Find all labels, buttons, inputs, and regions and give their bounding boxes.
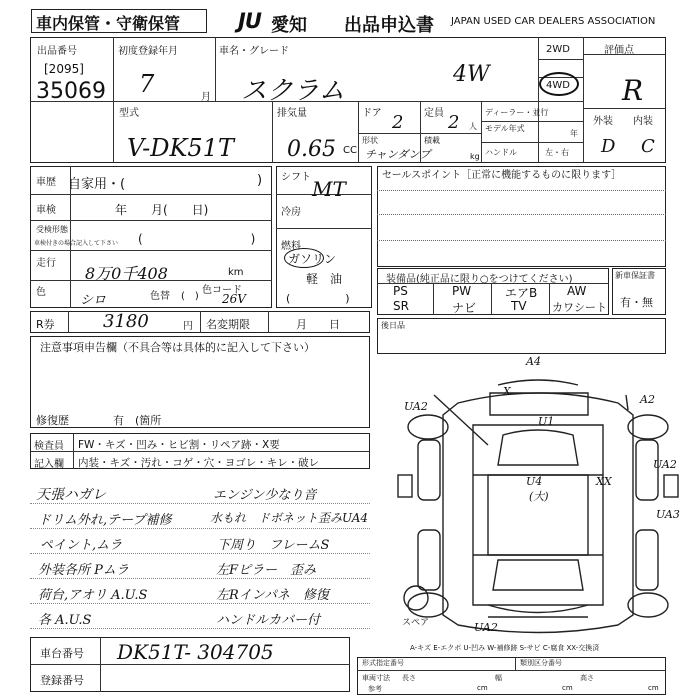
history-label: 車歴 xyxy=(36,177,56,188)
color-label: 色 xyxy=(36,287,46,298)
remark-right: 左Rインパネ 修復 xyxy=(216,588,329,603)
load-label: 積載 xyxy=(424,136,440,145)
remark-right: 下周り フレームS xyxy=(217,538,330,553)
remark-right: 左Fピラー 歪み xyxy=(216,563,317,578)
equipment-title: 装備品(純正品に限り○をつけてください) xyxy=(386,274,573,285)
fw-line: FW・キズ・凹み・ヒビ割・リペア跡・X要 xyxy=(78,439,280,451)
month-unit: 月 xyxy=(201,92,211,103)
fuel-other: ( ) xyxy=(286,292,350,305)
receiving-label: 受検形態 xyxy=(36,225,68,234)
damage-mark: UA2 xyxy=(653,458,677,471)
car-damage-diagram xyxy=(378,355,694,655)
drive-4wd-option[interactable]: 4WD xyxy=(546,80,570,91)
spare-label: スペア xyxy=(402,618,430,628)
color-value: シロ xyxy=(80,293,107,308)
damage-mark: (大) xyxy=(529,490,549,503)
repair-value: 有 (箇所 xyxy=(113,414,162,427)
kg-unit: kg xyxy=(470,152,480,161)
name-grade-label: 車名・グレード xyxy=(219,46,289,57)
remark-left: 天張ハガレ xyxy=(36,487,106,503)
dealer-parallel[interactable]: ディーラー・並行 xyxy=(485,108,549,117)
color-change-paren: ( ) xyxy=(181,291,199,302)
displacement-label: 排気量 xyxy=(277,108,307,119)
later-items-block xyxy=(377,318,666,354)
damage-mark: A2 xyxy=(640,393,655,406)
damage-mark: U4 xyxy=(526,475,543,488)
warranty-label: 新車保証書 xyxy=(615,271,655,280)
shift-label: シフト xyxy=(281,172,311,183)
evaluation-label: 評価点 xyxy=(604,45,634,56)
damage-mark: UA2 xyxy=(474,621,498,634)
equip-sr[interactable]: SR xyxy=(393,299,409,313)
drive-handwritten: 4W xyxy=(453,62,490,87)
damage-legend: A-キズ E-エクボ U-凹み W-補修跡 S-サビ C-腐食 XX-交換済 xyxy=(410,644,600,652)
warranty-options[interactable]: 有・無 xyxy=(620,296,653,309)
exterior-score: D xyxy=(601,136,616,157)
damage-mark: UA3 xyxy=(656,508,680,521)
size-label: 車両寸法 xyxy=(362,674,390,682)
evaluation-score: R xyxy=(622,74,644,107)
mileage-value: 8万0千408 xyxy=(85,264,168,283)
history-value: 自家用・( xyxy=(68,177,126,192)
remark-right: ハンドルカバー付 xyxy=(216,613,321,628)
interior-score: C xyxy=(641,136,655,157)
color-code-label: 色コード xyxy=(202,285,242,296)
displacement-value: 0.65 xyxy=(287,137,336,162)
notes-title: 注意事項申告欄（不具合等は具体的に記入して下さい） xyxy=(40,341,315,354)
equip-leather[interactable]: カワシート xyxy=(552,301,607,314)
remark-right: 水もれ ドボネット歪みUA4 xyxy=(210,511,369,525)
remark-left: 荷台,アオリ A.U.S xyxy=(38,588,148,603)
color-change-label: 色替 xyxy=(150,291,170,302)
cooler-label: 冷房 xyxy=(281,207,301,218)
first-reg-value: 7 xyxy=(139,70,155,98)
lot-number-label: 出品番号 xyxy=(37,46,77,57)
ref-label: 参考 xyxy=(368,685,382,693)
handle-lr[interactable]: 左・右 xyxy=(545,148,569,157)
cc-unit: CC xyxy=(343,145,357,156)
damage-mark: XX xyxy=(596,475,612,488)
model-label: 型式 xyxy=(119,108,139,119)
equip-navi[interactable]: ナビ xyxy=(452,301,477,315)
storage-title: 車内保管・守衛保管 xyxy=(36,14,181,33)
width-unit: cm xyxy=(562,684,573,692)
remark-left: 外装各所 Pムラ xyxy=(38,563,129,578)
model-designation-label: 形式指定番号 xyxy=(362,659,404,667)
remark-left: 各 A.U.S xyxy=(38,613,92,628)
equip-pw[interactable]: PW xyxy=(452,284,472,298)
damage-mark: U1 xyxy=(538,415,555,428)
drive-2wd-option[interactable]: 2WD xyxy=(546,44,570,55)
yen-unit: 円 xyxy=(183,321,193,332)
lot-small-number: [2095] xyxy=(44,62,84,76)
sales-point-block xyxy=(377,166,666,267)
fuel-label: 燃料 xyxy=(281,241,301,252)
equip-airbag[interactable]: エアB xyxy=(505,286,538,300)
length-unit: cm xyxy=(477,684,488,692)
fuel-diesel[interactable]: 軽 油 xyxy=(306,272,343,286)
capacity-label: 定員 xyxy=(424,108,444,119)
ju-logo: JU xyxy=(238,9,261,33)
later-items-label: 後日品 xyxy=(381,321,405,330)
name-change-label: 名変期限 xyxy=(206,318,250,331)
vehicle-name: スクラム xyxy=(241,76,345,106)
receiving-paren: ( ) xyxy=(138,232,256,246)
shape-label: 形状 xyxy=(362,136,378,145)
record-label: 記入欄 xyxy=(34,459,64,470)
remark-right: エンジン少なり音 xyxy=(213,488,317,503)
color-code-value: 26V xyxy=(222,292,246,306)
damage-mark: UA2 xyxy=(404,400,428,413)
equip-tv[interactable]: TV xyxy=(511,299,527,313)
model-year-label: モデル年式 xyxy=(485,124,525,133)
interior-label: 内装 xyxy=(633,116,653,127)
door-label: ドア xyxy=(362,108,382,119)
model-value: V-DK51T xyxy=(127,134,234,162)
form-title: 出品申込書 xyxy=(344,15,434,36)
exterior-label: 外装 xyxy=(593,116,613,127)
remark-left: ドリム外れ,テープ補修 xyxy=(38,513,172,528)
remark-left: ペイント,ムラ xyxy=(40,538,123,553)
height-unit: cm xyxy=(648,684,659,692)
remarks-area xyxy=(30,472,370,632)
repair-label: 修復歴 xyxy=(36,414,69,427)
mileage-label: 走行 xyxy=(36,258,56,269)
damage-mark: X xyxy=(503,385,511,398)
first-reg-label: 初度登録年月 xyxy=(118,46,178,57)
registration-label: 登録番号 xyxy=(40,674,84,687)
inspection-date: 年 月( 日) xyxy=(115,203,209,217)
receiving-note: 車検付きの場合記入して下さい xyxy=(34,240,119,247)
km-unit: km xyxy=(228,267,244,278)
chassis-label: 車台番号 xyxy=(40,647,84,660)
shape-value: チャンダンプ xyxy=(365,148,431,161)
capacity-value: 2 xyxy=(448,112,460,133)
equip-ps[interactable]: PS xyxy=(393,284,408,298)
inspector-label: 検査員 xyxy=(34,441,64,452)
year-unit: 年 xyxy=(570,129,578,138)
fuel-gasoline[interactable]: ガソリン xyxy=(288,252,337,266)
width-label: 幅 xyxy=(495,674,502,682)
name-change-date: 月 日 xyxy=(296,318,340,331)
recycle-value: 3180 xyxy=(103,311,149,332)
door-value: 2 xyxy=(392,112,404,133)
handle-label: ハンドル xyxy=(485,148,517,157)
inspection-label: 車検 xyxy=(36,205,56,216)
association-name: JAPAN USED CAR DEALERS ASSOCIATION xyxy=(451,16,656,27)
history-close: ) xyxy=(257,173,263,188)
org-name: 愛知 xyxy=(271,15,307,36)
recycle-label: R券 xyxy=(36,318,55,331)
class-number-label: 類別区分番号 xyxy=(520,659,562,667)
shift-value: MT xyxy=(312,177,346,201)
equip-aw[interactable]: AW xyxy=(567,284,587,298)
damage-mark: A4 xyxy=(526,355,541,368)
person-unit: 人 xyxy=(469,122,477,131)
length-label: 長さ xyxy=(402,674,416,682)
interior-defects-line: 内装・キズ・汚れ・コゲ・穴・ヨゴレ・キレ・破レ xyxy=(78,457,320,469)
lot-number: 35069 xyxy=(36,79,106,104)
sales-point-label: セールスポイント［正常に機能するものに限ります］ xyxy=(382,170,622,181)
chassis-number: DK51T- 304705 xyxy=(117,640,274,664)
height-label: 高さ xyxy=(580,674,594,682)
